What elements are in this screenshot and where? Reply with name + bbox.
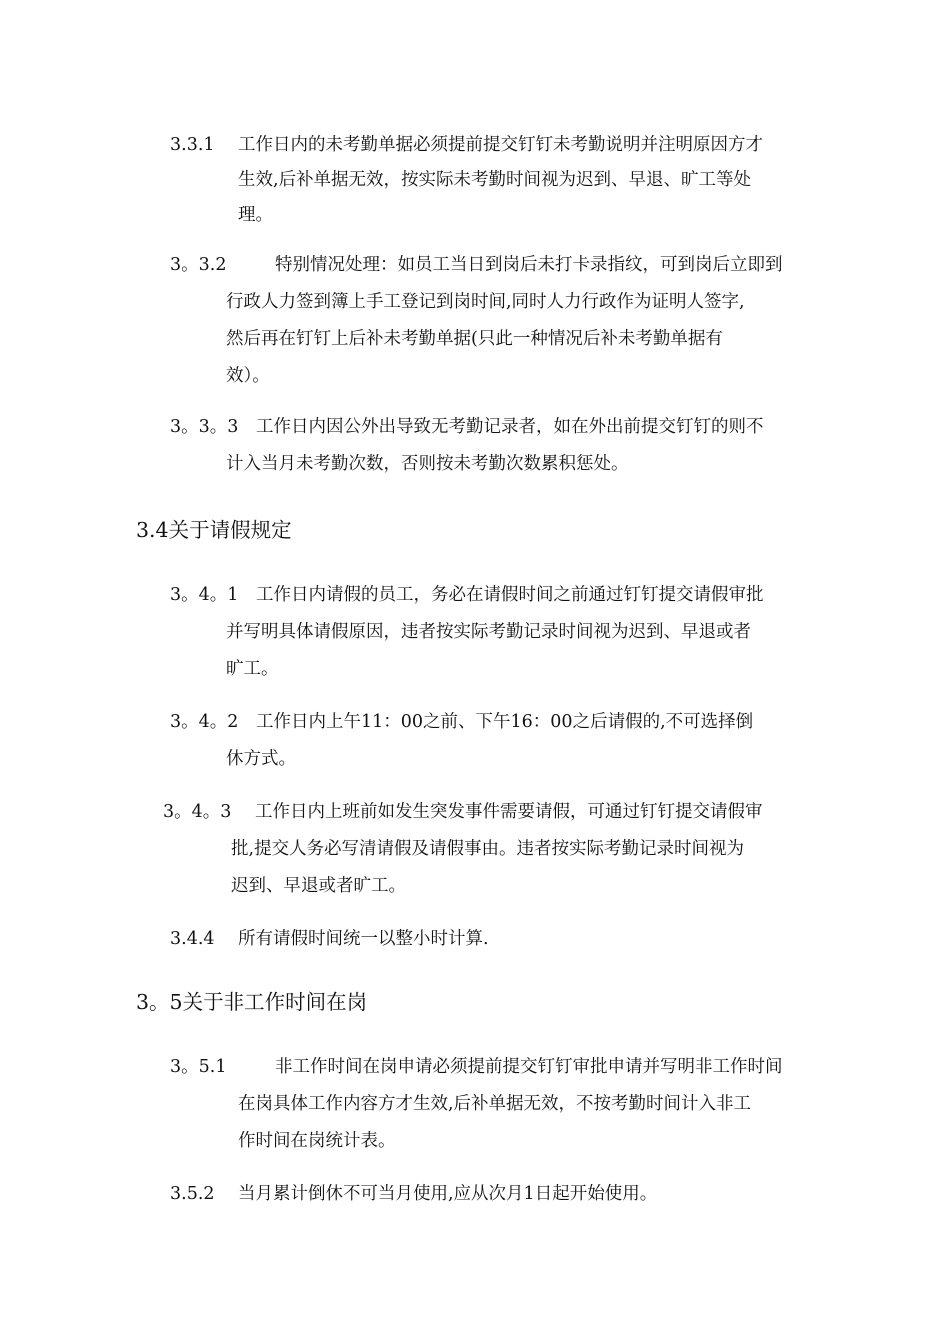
clause-line: 作时间在岗统计表。 [238,1131,396,1151]
clause-line: 理。 [238,205,273,225]
section-heading-3-4: 3.4关于请假规定 [136,518,292,542]
clause-number: 3。4。3 [163,802,232,822]
clause-line: 休方式。 [226,749,296,769]
clause-line: 批,提交人务必写清请假及请假事由。违者按实际考勤记录时间视为 [231,839,745,859]
clause-line: 工作日内上班前如发生突发事件需要请假，可通过钉钉提交请假审 [255,802,763,822]
clause-number: 3。3。3 [170,417,239,437]
clause-line: 生效,后补单据无效，按实际未考勤时间视为迟到、早退、旷工等处 [238,170,752,190]
clause-line: 工作日内请假的员工，务必在请假时间之前通过钉钉提交请假审批 [256,585,764,605]
clause-line: 工作日内上午11：00之前、下午16：00之后请假的,不可选择倒 [256,712,754,732]
clause-line: 并写明具体请假原因，违者按实际考勤记录时间视为迟到、早退或者 [226,622,751,642]
clause-number: 3.5.2 [170,1184,215,1204]
clause-number: 3.4.4 [170,929,215,949]
clause-line: 旷工。 [226,659,279,679]
clause-line: 然后再在钉钉上后补未考勤单据(只此一种情况后补未考勤单据有 [226,329,723,349]
clause-line: 工作日内因公外出导致无考勤记录者，如在外出前提交钉钉的则不 [256,417,764,437]
clause-number: 3。5.1 [170,1057,227,1077]
clause-line: 工作日内的未考勤单据必须提前提交钉钉未考勤说明并注明原因方才 [238,135,763,155]
clause-line: 在岗具体工作内容方才生效,后补单据无效，不按考勤时间计入非工 [238,1094,752,1114]
clause-line: 所有请假时间统一以整小时计算. [238,929,489,949]
clause-number: 3.3.1 [170,135,215,155]
clause-line: 效）。 [226,366,270,386]
clause-number: 3。4。1 [170,585,239,605]
clause-line: 计入当月未考勤次数，否则按未考勤次数累积惩处。 [226,454,629,474]
clause-line: 特别情况处理：如员工当日到岗后未打卡录指纹，可到岗后立即到 [275,255,783,275]
clause-line: 迟到、早退或者旷工。 [231,876,406,896]
clause-number: 3。3.2 [170,255,227,275]
section-heading-3-5: 3。5关于非工作时间在岗 [136,990,368,1014]
clause-number: 3。4。2 [170,712,239,732]
clause-line: 当月累计倒休不可当月使用,应从次月1日起开始使用。 [238,1184,658,1204]
clause-line: 行政人力签到簿上手工登记到岗时间,同时人力行政作为证明人签字, [226,292,745,312]
clause-line: 非工作时间在岗申请必须提前提交钉钉审批申请并写明非工作时间 [275,1057,783,1077]
